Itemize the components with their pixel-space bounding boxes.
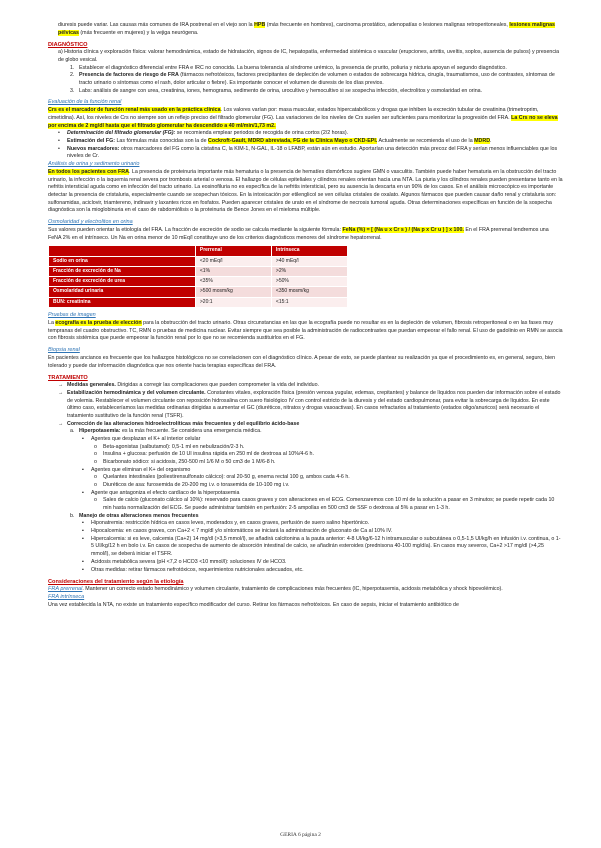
list-item: ▪ Agente que antagoniza el efecto cardíaco de la hiperpotasemia [82,489,240,496]
etiology-treatment-section [48,578,563,610]
osmolarity-paragraph: Sus valores pueden orientar la etiología del FRA. La fracción de excreción de sodio se calcula mediante la siguiente fórmula: FeNa (%) = [ (Na u x Cr s ) / (Na p x Cr u ) ] x 100. En el FRA prerrenal tendremos una FeNA 2% en el intrínseco. Un Na en orina menor de 10 mEq/l constituye uno de los criterios diagnósticos menores del síndrome hepatorrenal. [48,227,549,241]
osmolarity-section [48,219,563,308]
other-alterations-item: b. Manejo de otras alteraciones menos frecuentes [70,512,199,519]
urine-analysis-paragraph: En todos los pacientes con FRA. La presencia de proteinuria importante más hematuria o la presencia de hematíes dismórficos sugiere GMN o vasculitis. También puede haber hematuria en la obstrucción del tracto urinario, la infección o la isquemia renal severa por trombosis arterial o venosa. El hallazgo de células epiteliales y cilindros renales orientan hacia una NTA. La piuria y los cilindros renales pueden presentarse tanto en la nefritis intersticial aguda como en infección del tracto urinario. La eosinofiluria no es específica de la nefritis intersticial, pero su ausencia la descarta en un 90% de los casos. En el análisis microscópico es importante detectar la presencia de cristaluria, especialmente cuando se sospechan tóxicos. En la intoxicación por etilenglicol se ven células cristales de oxalato. Algunos fármacos que pueden causar daño renal y cristaluria son: sulfonamidas, aciclovir, triamtereno, indinavir y laxantes ricos en fosfatos. Pueden aparecer cristales de urato en el síndrome de necrosis tumoral aguda. Otras determinaciones específicas en función de la sospecha diagnóstica son la mioglobinuria en el caso de rabdomiólisis o la proteinuria de Bence Jones en el mieloma múltiple. [48,169,563,214]
diagnosis-item-a: a) Historia clínica y exploración física: valorar hemodinámica, estado de hidratación, signos de IC, hepatopatía, enfermedad sistémica o vascular (erupciones, artritis, uveítis, soplos, ausencia de pulsos) y presencia de globo vesical. [58,49,560,64]
treatment-heading: TRATAMIENTO [48,375,88,382]
urine-analysis-section [48,161,563,215]
biopsy-heading: Biopsia renal [48,346,80,353]
osmolarity-heading: Osmolaridad y electrolitos en orina [48,219,133,226]
urine-analysis-heading: Análisis de orina y sedimento urinario [48,161,140,168]
list-item: o Insulina + glucosa: perfusión de 10 UI insulina rápida en 250 ml de dextrosa al 10%/4-6 h. [94,451,314,458]
urine-indices-table [48,245,348,308]
intrinsic-paragraph: Una vez establecida la NTA, no existe un tratamiento específico modificador del curso. Retirar los fármacos nefrotóxicos. En caso de sepsis, iniciar el tratamiento antibiótico de [48,602,459,609]
treatment-electrolytes: → Corrección de las alteraciones hidroelectrolíticas más frecuentes y del equilibrio ácido-base [58,420,300,427]
list-item: ▪ Hipocalcemia: en casos graves, con Ca+2 < 7 mg/dl y/o síntomáticos se iniciará la administración de gluconato de Ca al 10% IV. [82,528,393,535]
list-item: o Diuréticos de asa: furosemida de 20-200 mg i.v. o torasemida de 10-100 mg i.v. [94,482,290,489]
list-item: o Beta-agonistas (salbutamol): 0,5-1 ml en nebulización/2-3 h. [94,443,245,450]
list-item: o Sales de calcio (gluconato cálcico al 10%): reservado para casos graves y con alteraciones en el ECG. Comenzaremos con 10 ml de la solución a pasar en 3 minutos; se puede repetir cada 10 min hasta normalización del ECG. Se puede administrar también en perfusión: 2-5 ampollas en 500 cm3 de SSF o dextrosa al 5% a pasar en 1-3 h. [94,497,555,512]
diagnosis-section [48,41,563,95]
imaging-paragraph: La ecografía es la prueba de elección para la obstrucción del tracto urinario. Otras circunstancias en las que la ecografía puede no resultar es en la depleción de volumen, fibrosis retroperitoneal o en las fases muy tempranas del cuadro obstructivo. TC, RMN o pruebas de medicina nuclear. Evitar siempre que sea posible la administración de radiocontrastes que puedan empeorar el fallo renal. El uso de gadolinio en RMN se asocia con fibrosis sistémica que puede empeorar la función renal por lo que no se recomienda sustituirlos en el FG. [48,319,563,342]
treatment-section [48,374,563,574]
list-item: ▪ Hipercalcemia: si es leve, calcemia (Ca+2) 14 mg/dl (>3,5 mmol/l), se añadirá calcitonina a la pauta anterior: 4-8 UI/kg/6-12 h intramuscular o subcutánea o 0,5-1,5 UI/kg/h en infusión i.v. continua, o 1-5 UI/kg/12 h en bolo i.v. En casos de sospecha de aumento de absorción intestinal de calcio, se añadirán esteroides (prednisona 40-100 mg/día). En casos muy severos, Ca+2 >17 mg/dl (>4,25 mmol/l), se deberá iniciar el TSFR. [82,535,561,558]
list-item: ▪ Otras medidas: retirar fármacos nefrotóxicos, requerimientos nutricionales adecuados, etc. [82,566,304,573]
treatment-hemodynamic: → Estabilización hemodinámica y del volumen circulante. Constantes vitales, exploración física (presión venosa yugular, edemas, crepitantes) y balance de líquidos nos pueden dar información sobre el estado de volemia. Restablecer el volumen circulante con reposición hidrosalina con suero fisiológico IV con control estricto de la diuresis y del estado cardiopulmonar, para evitar la sobrecarga de líquidos. En este último caso, estableceríamos las medidas ordinarias dirigidas a aumentar el GC (diuréticos, nitratos y drogas vasoactivas). En casos refractarios al tratamiento (estados oligo/anuricos) será necesario el tratamiento sustitutivo de la función renal (TSFR). [58,390,561,420]
biopsy-section [48,347,563,370]
renal-function-heading: Evaluación de la función renal [48,99,122,106]
intro-paragraph: diuresis puede variar. Las causas más comunes de IRA postrenal en el viejo son la HPB (más frecuente en hombres), carcinoma prostático, adenopatías o lesiones malignas retroperitoneales, lesiones malignas pélvicas (más frecuente en mujeres) y la vejiga neurógena. [58,22,556,36]
table-header: Intrínseca [271,246,347,256]
bullet-fg-estimation: • Estimación del FG: Las fórmulas más conocidas son la de Cockroft-Gault, MDRD abreviada, FG de la Clínica Mayo o CKD-EPI. Actualmente se recomienda el uso de la MDRD. [58,138,492,145]
diagnosis-item-2: 2. Presencia de factores de riesgo de FRA (fármacos nefrotóxicos, factores precipitantes de depleción de volumen o estados de sobrecarga hídrica, cirugía, traumatismos, uso de contrastes, síntomas de tracto urinario o síntomas como el rash, dolor articular o fiebre). Es importante conocer el volumen de diuresis de los días previos. [70,72,555,87]
table-row: Fracción de excreción de urea <35% >50% [49,277,348,287]
diagnosis-heading: DIAGNÓSTICO [48,42,88,49]
hyperkalemia-item: a. Hiperpotasemia: es la más frecuente. Se considera una emergencia médica. [70,428,262,435]
list-item: ▪ Agentes que eliminan el K+ del organismo [82,466,191,473]
bullet-new-markers: • Nuevos marcadores: otros marcadores del FG como la cistatina C, la KIM-1, N-GAL, IL-18 o LFABP, están aún en estudio. Aportarían una detección más precoz del FRA y serían menos influenciables que los niveles de Cr. [58,145,558,160]
prerenal-paragraph: FRA prerrenal. Mantener un correcto estado hemodinámico y volumen circulante, tratamiento de complicaciones más frecuentes (IC, hiperpotasemia, acidosis metabólica y shock hipovolémico). [48,586,503,593]
table-header: Prerrenal [195,246,271,256]
renal-function-paragraph: Crs es el marcador de función renal más usado en la práctica clínica. Los valores varían por: masa muscular, estados hipercatabólicos y drogas que inhiben la excreción tubular de creatinina (trimetroprim, cimetidina). Así, los niveles de Crs no siempre son un reflejo preciso del filtrado glomerular (FG). Las variaciones de los niveles de Crs suelen ser suficientes para monitorizar la progresión del FRA. La Crs no se eleva por encima de 2 mg/dl hasta que el filtrado glomerular ha descendido a 40 ml/min/1,73 m2. [48,107,558,129]
renal-function-section [48,99,563,161]
table-row: BUN: creatinina >20:1 <15:1 [49,297,348,307]
bullet-fg: • Determinación del filtrado glomerular (FG): se recomienda emplear periodos de recogida de orina cortos (2/2 horas). [58,130,349,137]
page-footer: GERIA 6 página 2 [280,832,321,838]
list-item: o Quelantes intestinales (poliestirensulfonato cálcico): oral 20-50 g, enema rectal 100 g, ambos cada 4-6 h. [94,474,350,481]
list-item: o Bicarbonato sódico: si acidosis, 250-500 ml 1/6 M o 50 cm3 de 1 M/6-8 h. [94,459,276,466]
table-row: Fracción de excreción de Na <1% >2% [49,266,348,276]
diagnosis-item-3: 3. Labs: análisis de sangre con urea, creatinina, iones, hemograma, sedimento de orina, urocultivo y hemocultivo si se sospecha infección, electrolitos y osmolaridad en orina. [70,87,483,94]
imaging-heading: Pruebas de imagen [48,311,96,318]
list-item: ▪ Acidosis metabólica severa (pH <7,2 o HCO3 <10 mmol/l): soluciones IV de HCO3. [82,558,287,565]
table-header [49,246,196,256]
biopsy-paragraph: En pacientes ancianos es frecuente que los hallazgos histológicos no se correlacionen con el diagnóstico clínico. A pesar de esto, se puede plantear su realización ya que el procedimiento es, en general, seguro, bien tolerado y puede dar información diagnóstica que nos oriente hacia terapias específicas del FRA. [48,354,556,369]
treatment-general: → Medidas generales. Dirigidas a corregir las complicaciones que pueden comprometer la vida del individuo. [58,382,320,389]
intrinsic-heading: FRA intrínseca [48,594,85,601]
table-row: Sodio en orina <20 mEq/l >40 mEq/l [49,256,348,266]
diagnosis-item-1: 1. Establecer el diagnóstico diferencial entre FRA e IRC no conocida. La buena tolerancia al síndrome urémico, la presencia de prurito, poliuria y nicturia apoyan el segundo diagnóstico. [70,64,507,71]
list-item: ▪ Hiponatremia: restricción hídrica en casos leves, moderados y, en casos graves, perfusión de suero salino hipertónico. [82,520,370,527]
imaging-section [48,312,563,343]
etiology-treatment-heading: Consideraciones del tratamiento según la etiología [48,579,184,586]
table-row: Osmolaridad urinaria >500 mosm/kg <350 mosm/kg [49,287,348,297]
list-item: ▪ Agentes que desplazan el K+ al interior celular [82,436,201,443]
